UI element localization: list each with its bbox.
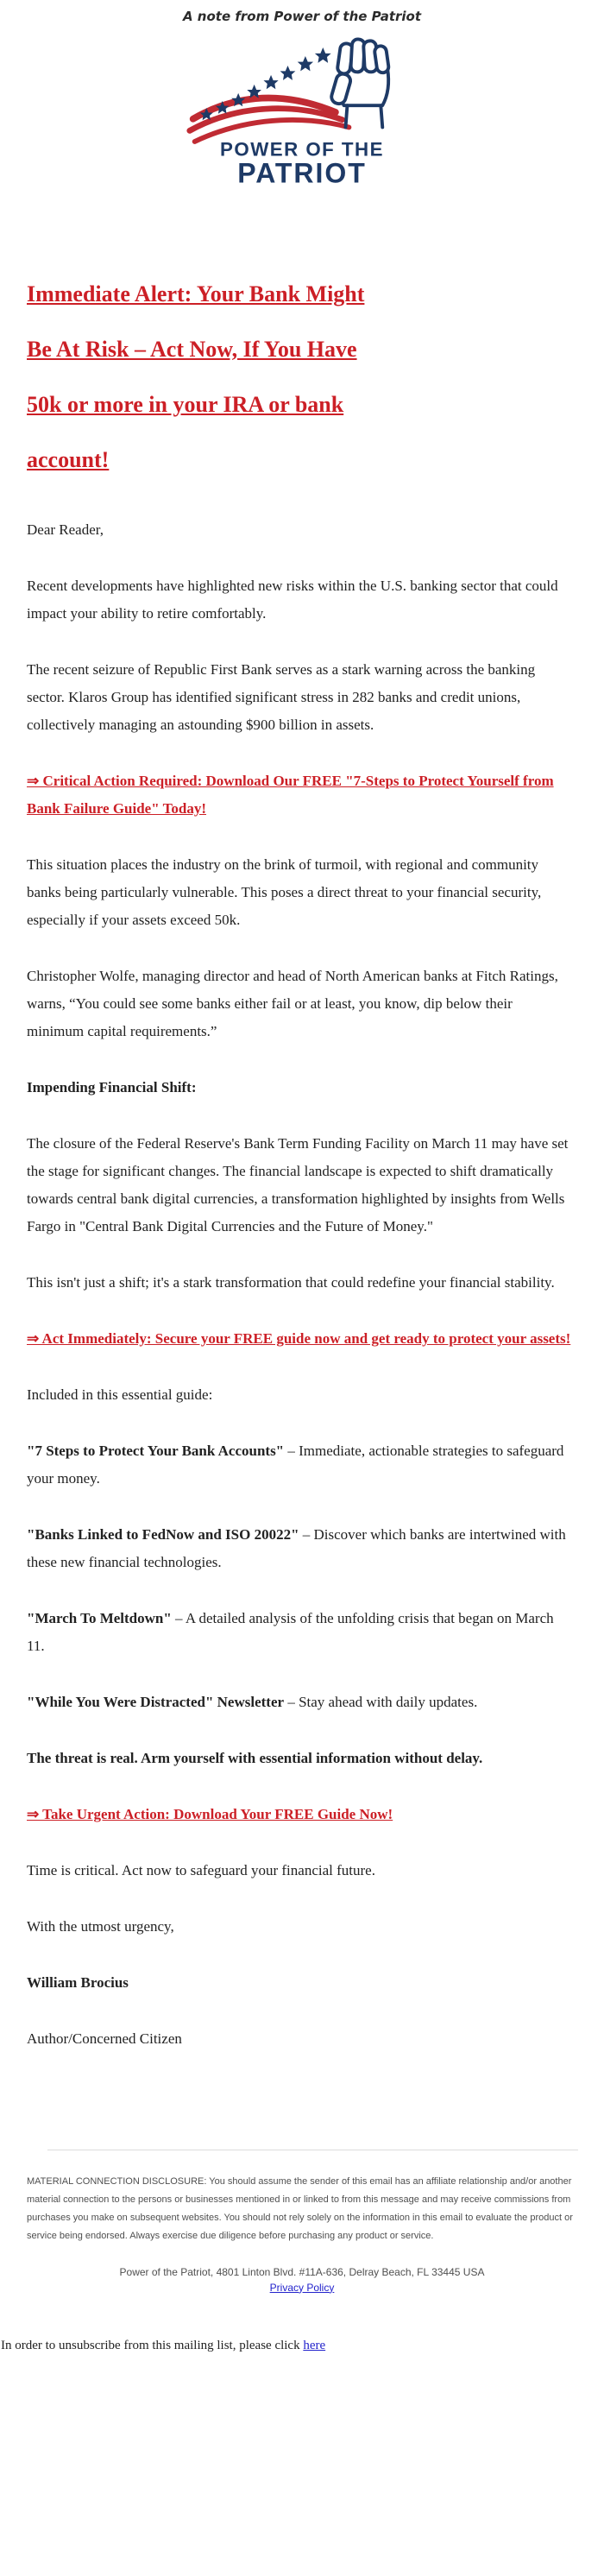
text: – A detailed analysis of the unfolding crisis that began on March 11. bbox=[27, 1610, 554, 1654]
bold-text: Impending Financial Shift: bbox=[27, 1079, 197, 1095]
body-paragraph bbox=[27, 1969, 571, 1997]
body-paragraph bbox=[27, 1325, 571, 1353]
text: This situation places the industry on the brink of turmoil, with regional and community banks being particularly vulnerable. This poses a direct threat to your financial security, especially if your assets exceed 50k. bbox=[27, 856, 542, 928]
text: Time is critical. Act now to safeguard your financial future. bbox=[27, 1862, 375, 1878]
body-paragraph bbox=[27, 2025, 571, 2053]
text: Author/Concerned Citizen bbox=[27, 2030, 182, 2047]
cta-link[interactable]: ⇒ Critical Action Required: Download Our FREE "7-Steps to Protect Yourself from Bank Failure Guide" Today! bbox=[27, 773, 554, 817]
headline-line: 50k or more in your IRA or bank bbox=[27, 392, 344, 417]
raised-fist-icon bbox=[330, 39, 389, 127]
headline-line: Be At Risk – Act Now, If You Have bbox=[27, 337, 357, 362]
text: – Discover which banks are intertwined with these new financial technologies. bbox=[27, 1526, 566, 1570]
body-paragraph bbox=[27, 572, 571, 628]
sender-address: Power of the Patriot, 4801 Linton Blvd. #11A-636, Delray Beach, FL 33445 USA bbox=[119, 2265, 485, 2278]
email-body bbox=[0, 516, 604, 2053]
bold-text: "7 Steps to Protect Your Bank Accounts" bbox=[27, 1443, 285, 1459]
unsubscribe-line bbox=[1, 2339, 604, 2353]
text: Dear Reader, bbox=[27, 521, 104, 538]
bold-text: "While You Were Distracted" Newsletter bbox=[27, 1694, 285, 1710]
body-paragraph bbox=[27, 1437, 571, 1493]
body-paragraph bbox=[27, 851, 571, 934]
text: With the utmost urgency, bbox=[27, 1918, 174, 1935]
sender-note: A note from Power of the Patriot bbox=[182, 9, 422, 24]
body-paragraph bbox=[27, 1074, 571, 1102]
bold-text: The threat is real. Arm yourself with essential information without delay. bbox=[27, 1750, 483, 1766]
body-paragraph bbox=[27, 1913, 571, 1941]
body-paragraph bbox=[27, 1689, 571, 1716]
text: This isn't just a shift; it's a stark transformation that could redefine your financial stability. bbox=[27, 1274, 555, 1291]
logo-wordmark-top: POWER OF THE bbox=[220, 138, 384, 161]
cta-link[interactable]: ⇒ Take Urgent Action: Download Your FREE Guide Now! bbox=[27, 1806, 393, 1822]
text: Recent developments have highlighted new risks within the U.S. banking sector that could impact your ability to retire comfortably. bbox=[27, 578, 558, 622]
bold-text: "March To Meltdown" bbox=[27, 1610, 172, 1626]
text: Included in this essential guide: bbox=[27, 1386, 213, 1403]
body-paragraph bbox=[27, 1130, 571, 1241]
body-paragraph bbox=[27, 963, 571, 1045]
brand-logo bbox=[0, 33, 604, 194]
body-paragraph bbox=[27, 1801, 571, 1828]
bold-text: "Banks Linked to FedNow and ISO 20022" bbox=[27, 1526, 299, 1543]
unsubscribe-link[interactable]: here bbox=[303, 2338, 326, 2352]
body-paragraph bbox=[27, 656, 571, 739]
cta-link[interactable]: ⇒ Act Immediately: Secure your FREE guide now and get ready to protect your assets! bbox=[27, 1330, 571, 1347]
body-paragraph bbox=[27, 516, 571, 544]
unsubscribe-text: In order to unsubscribe from this mailing list, please click bbox=[1, 2338, 304, 2352]
privacy-policy-link[interactable]: Privacy Policy bbox=[269, 2281, 335, 2294]
text: The recent seizure of Republic First Bank serves as a stark warning across the banking sector. Klaros Group has identified significant stress in 282 banks and credit unions, collectively managing an astounding $900 billion in assets. bbox=[27, 661, 536, 733]
body-paragraph bbox=[27, 1269, 571, 1297]
body-paragraph bbox=[27, 1381, 571, 1409]
alert-headline bbox=[27, 267, 577, 488]
body-paragraph bbox=[27, 1521, 571, 1576]
body-paragraph bbox=[27, 1605, 571, 1660]
text: – Immediate, actionable strategies to safeguard your money. bbox=[27, 1443, 564, 1487]
bold-text: William Brocius bbox=[27, 1974, 129, 1991]
patriot-fist-logo bbox=[185, 33, 419, 190]
text: The closure of the Federal Reserve's Bank Term Funding Facility on March 11 may have set the stage for significant changes. The financial landscape is expected to shift dramatically towards central bank digital currencies, a transformation highlighted by insights from Wells Fargo in "Central Bank Digital Currencies and the Future of Money." bbox=[27, 1135, 569, 1234]
body-paragraph bbox=[27, 767, 571, 823]
headline-line: Immediate Alert: Your Bank Might bbox=[27, 281, 365, 306]
headline-line: account! bbox=[27, 447, 110, 472]
logo-wordmark-bottom: PATRIOT bbox=[237, 157, 367, 189]
flag-stripes-icon bbox=[190, 98, 349, 142]
body-paragraph bbox=[27, 1857, 571, 1885]
body-paragraph bbox=[27, 1745, 571, 1772]
text: Christopher Wolfe, managing director and head of North American banks at Fitch Ratings, warns, “You could see some banks either fail or at least, you know, dip below their minimum capital requirements.” bbox=[27, 968, 558, 1039]
material-connection-disclosure: MATERIAL CONNECTION DISCLOSURE: You should assume the sender of this email has an affiliate relationship and/or another material connection to the persons or businesses mentioned in or linked to from this message and may receive commissions from purchases you make on subsequent websites. You should not rely solely on the information in this email to evaluate the product or service being endorsed. Always exercise due diligence before purchasing any product or service. bbox=[27, 2176, 573, 2241]
text: – Stay ahead with daily updates. bbox=[284, 1694, 478, 1710]
